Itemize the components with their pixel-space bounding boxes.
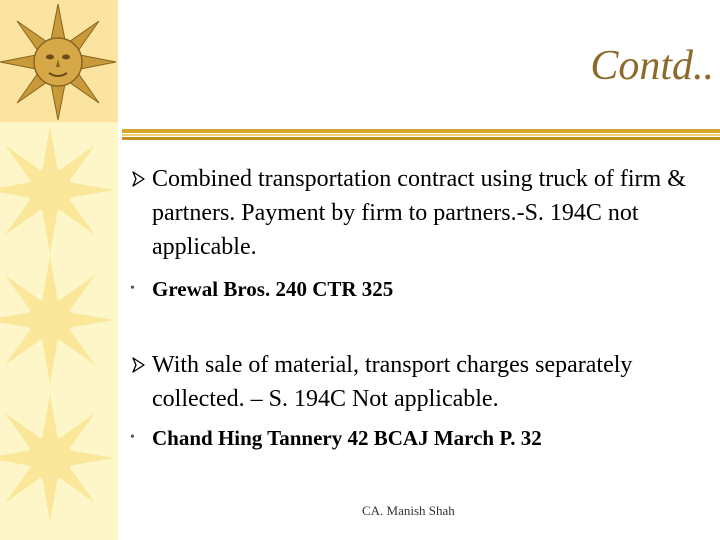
logo-panel <box>0 0 118 122</box>
point-item <box>130 348 715 416</box>
sun-decoration-icon <box>0 122 118 262</box>
bullet-dot-icon: • <box>130 430 135 445</box>
point-item <box>130 162 715 264</box>
slide-content <box>130 162 715 453</box>
bullet-dot-icon: • <box>130 281 135 296</box>
sun-decoration-icon <box>0 252 118 392</box>
arrow-bullet-icon <box>130 348 148 382</box>
sun-face-icon <box>0 0 118 122</box>
point-text: With sale of material, transport charges separately collected. – S. 194C Not applicable. <box>152 352 633 412</box>
case-citation-text: Grewal Bros. 240 CTR 325 <box>152 277 394 301</box>
point-text: Combined transportation contract using truck of firm & partners. Payment by firm to partners.-S. 194C not applicable. <box>152 166 686 260</box>
case-citation-text: Chand Hing Tannery 42 BCAJ March P. 32 <box>152 426 542 450</box>
case-citation-item <box>130 274 715 304</box>
sidebar <box>0 0 118 540</box>
case-citation-item <box>130 423 715 453</box>
title-divider <box>122 128 720 142</box>
slide-title: Contd.. <box>590 43 714 89</box>
sun-decoration-icon <box>0 386 118 540</box>
footer-author: CA. Manish Shah <box>362 503 455 518</box>
arrow-bullet-icon <box>130 162 148 196</box>
